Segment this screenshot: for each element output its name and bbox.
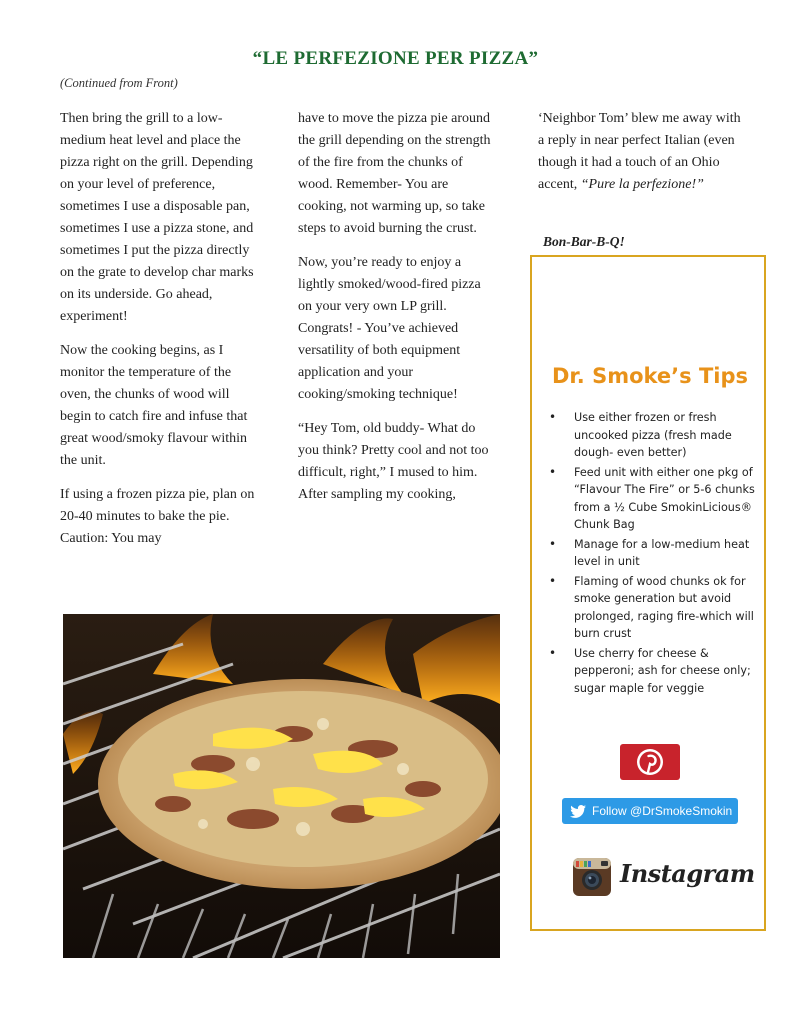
- tips-heading: Dr. Smoke’s Tips: [552, 364, 749, 388]
- pinterest-button[interactable]: [620, 744, 680, 780]
- twitter-icon: [570, 805, 586, 818]
- tip-item: [544, 536, 756, 571]
- article-title: “LE PERFEZIONE PER PIZZA”: [252, 48, 539, 69]
- pinterest-icon: [635, 747, 665, 777]
- column2-paragraph-2: Now, you’re ready to enjoy a lightly smoked/wood-fired pizza on your very own LP grill. Congrats! - You’ve achieved versatility of both equipment application and your cooking/smoking technique!: [298, 255, 481, 402]
- tip-item: [544, 464, 756, 534]
- twitter-follow-button[interactable]: [562, 798, 738, 824]
- tip-item: [544, 645, 756, 698]
- article-column-3: [538, 108, 743, 208]
- column1-paragraph-1: Then bring the grill to a low-medium heat level and place the pizza right on the grill. Depending on your level of preference, sometimes I use a disposable pan, sometimes I use a pizza stone, and sometimes I put the pizza directly on the grate to develop char marks on its underside. Go ahead, experiment!: [60, 111, 254, 324]
- bullet-icon: •: [549, 645, 557, 660]
- tip-text: Feed unit with either one pkg of “Flavour The Fire” or 5-6 chunks from a ½ Cube SmokinLicious® Chunk Bag: [574, 465, 755, 531]
- twitter-follow-label: Follow @DrSmokeSmokin: [592, 804, 733, 818]
- column3-paragraph-1: [538, 108, 743, 196]
- bullet-icon: •: [549, 536, 557, 551]
- tip-item: [544, 573, 756, 643]
- italian-quote: “Pure la perfezione!”: [580, 177, 704, 192]
- tip-item: [544, 409, 756, 462]
- signoff: Bon-Bar-B-Q!: [543, 234, 625, 249]
- bullet-icon: •: [549, 410, 557, 424]
- bullet-icon: •: [549, 464, 557, 479]
- column2-paragraph-3: “Hey Tom, old buddy- What do you think? Pretty cool and not too difficult, right,” I mused to him. After sampling my cooking,: [298, 421, 489, 502]
- tips-list: [544, 409, 756, 699]
- tip-text: Manage for a low-medium heat level in unit: [574, 537, 750, 568]
- tips-box: [530, 255, 766, 931]
- column1-paragraph-2: Now the cooking begins, as I monitor the temperature of the oven, the chunks of wood will begin to catch fire and infuse that great wood/smoky flavour within the unit.: [60, 343, 248, 468]
- continued-note: (Continued from Front): [60, 76, 178, 90]
- column3-paragraph-1-text: ‘Neighbor Tom’ blew me away with a reply in near perfect Italian (even though it had a touch of an Ohio accent,: [538, 111, 741, 192]
- tip-text: Use cherry for cheese & pepperoni; ash for cheese only; sugar maple for veggie: [574, 646, 751, 695]
- article-column-1: [60, 108, 256, 562]
- tip-text: Flaming of wood chunks ok for smoke generation but avoid prolonged, raging fire-which will burn crust: [574, 574, 754, 640]
- bullet-icon: •: [549, 573, 557, 588]
- instagram-label[interactable]: Instagram: [620, 859, 755, 888]
- pizza-photo: [63, 614, 500, 958]
- column2-paragraph-1: have to move the pizza pie around the grill depending on the strength of the fire from the chunks of wood. Remember- You are cooking, not warming up, so take steps to avoid burning the crust.: [298, 111, 491, 236]
- article-column-2: [298, 108, 494, 518]
- instagram-icon[interactable]: [572, 857, 612, 897]
- tip-text: Use either frozen or fresh uncooked pizza (fresh made dough- even better): [574, 411, 732, 459]
- column1-paragraph-3: If using a frozen pizza pie, plan on 20-40 minutes to bake the pie. Caution: You may: [60, 487, 255, 546]
